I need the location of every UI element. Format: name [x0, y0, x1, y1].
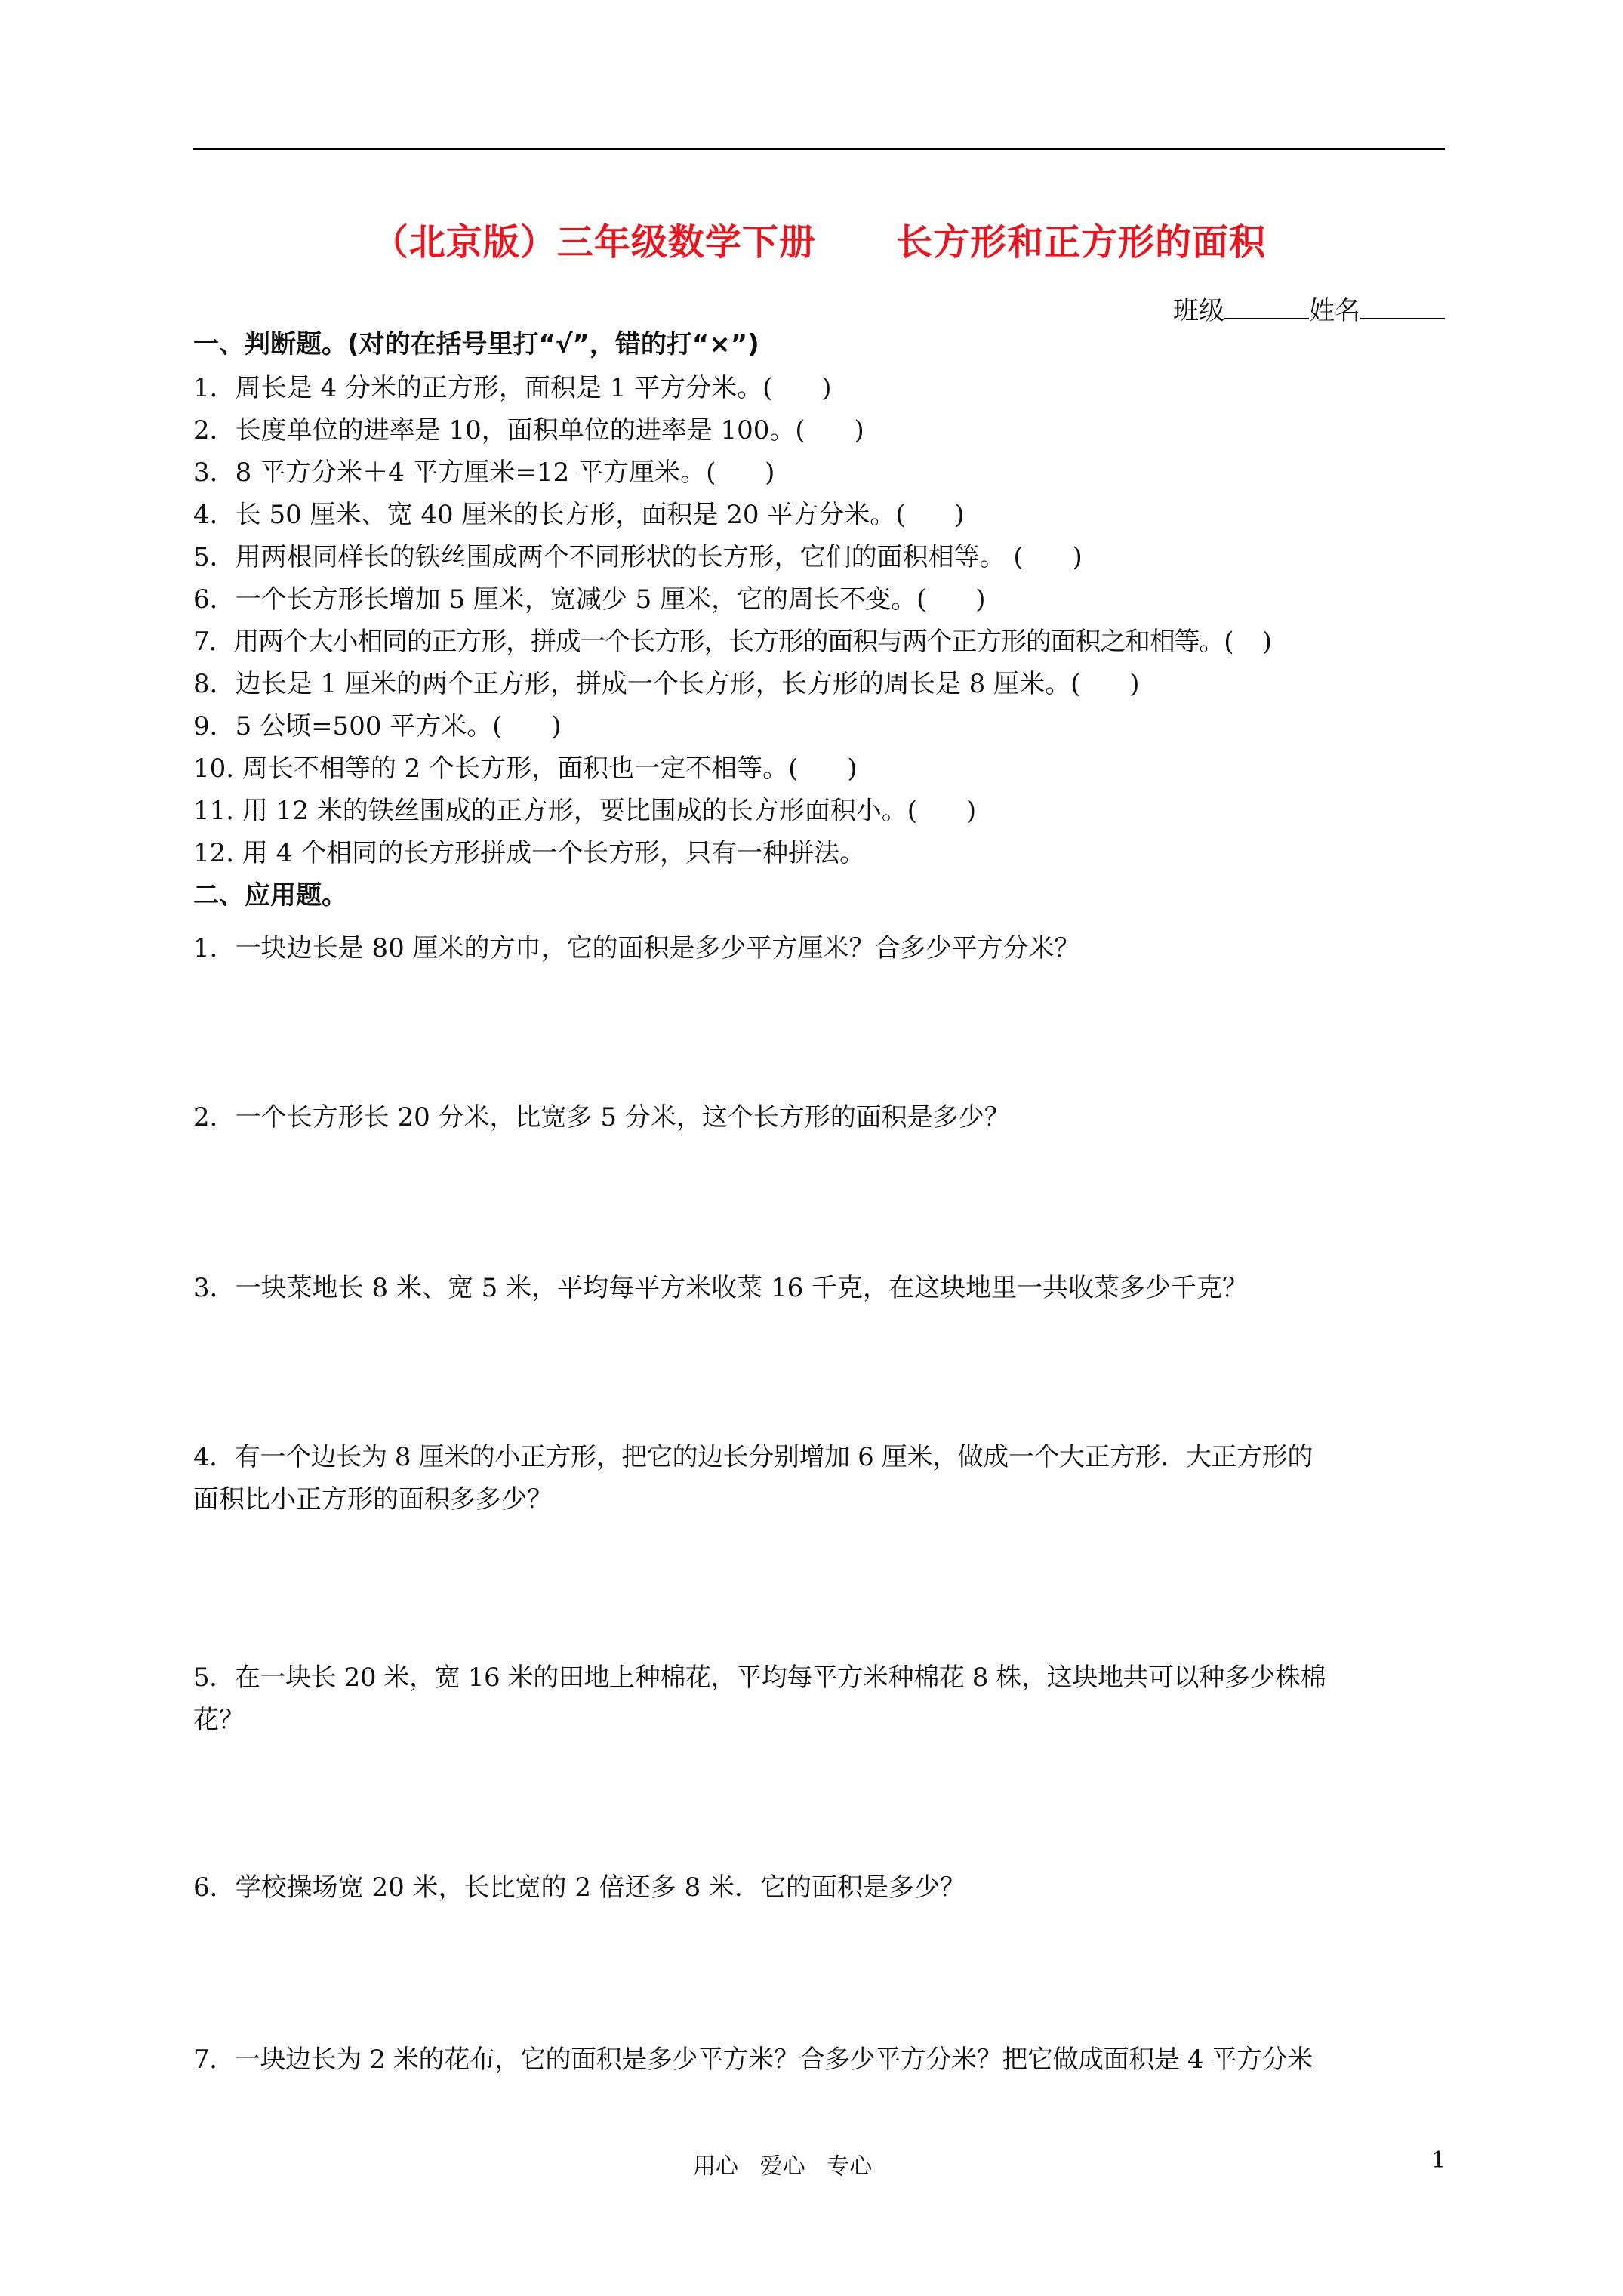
judge-item-7: 7．用两个大小相同的正方形，拼成一个长方形，长方形的面积与两个正方形的面积之和相等。( ): [193, 627, 1271, 657]
judge-item-9: 9．5 公顷=500 平方米。( ): [193, 711, 562, 741]
judge-item-2: 2．长度单位的进率是 10，面积单位的进率是 100。( ): [193, 415, 864, 445]
judge-item-10: 10. 周长不相等的 2 个长方形，面积也一定不相等。( ): [193, 754, 858, 784]
word-problem-1: 1．一块边长是 80 厘米的方巾，它的面积是多少平方厘米？合多少平方分米？: [193, 933, 1080, 963]
judge-item-4: 4．长 50 厘米、宽 40 厘米的长方形，面积是 20 平方分米。( ): [193, 500, 965, 530]
section-2-heading: 二、应用题。: [193, 880, 347, 911]
judge-item-8: 8．边长是 1 厘米的两个正方形，拼成一个长方形，长方形的周长是 8 厘米。( ): [193, 669, 1140, 699]
judge-item-1: 1．周长是 4 分米的正方形，面积是 1 平方分米。( ): [193, 373, 832, 403]
name-blank[interactable]: [1360, 295, 1445, 319]
judge-item-5: 5．用两根同样长的铁丝围成两个不同形状的长方形，它们的面积相等。 ( ): [193, 542, 1083, 572]
class-name-line: [1173, 290, 1445, 327]
word-problem-5-line-1: 5．在一块长 20 米，宽 16 米的田地上种棉花，平均每平方米种棉花 8 株，这块地共可以种多少株棉: [193, 1663, 1326, 1693]
word-problem-4-line-2: 面积比小正方形的面积多多少？: [193, 1484, 553, 1515]
section-1-heading: 一、判断题。(对的在括号里打“√”，错的打“×”): [193, 329, 759, 359]
class-blank[interactable]: [1224, 295, 1309, 319]
judge-item-12: 12. 用 4 个相同的长方形拼成一个长方形，只有一种拼法。: [193, 838, 866, 868]
class-label: 班级: [1173, 296, 1224, 326]
word-problem-4-line-1: 4．有一个边长为 8 厘米的小正方形，把它的边长分别增加 6 厘米，做成一个大正方形．大正方形的: [193, 1442, 1313, 1472]
word-problem-2: 2．一个长方形长 20 分米，比宽多 5 分米，这个长方形的面积是多少？: [193, 1102, 1010, 1133]
page-number: 1: [1431, 2147, 1446, 2174]
judge-item-11: 11. 用 12 米的铁丝围成的正方形，要比围成的长方形面积小。( ): [193, 796, 977, 826]
judge-item-6: 6．一个长方形长增加 5 厘米，宽减少 5 厘米，它的周长不变。( ): [193, 584, 986, 615]
page-title: （北京版）三年级数学下册 长方形和正方形的面积: [371, 221, 1267, 264]
word-problem-5-line-2: 花？: [193, 1705, 245, 1735]
word-problem-7: 7．一块边长为 2 米的花布，它的面积是多少平方米？合多少平方分米？把它做成面积是 4 平方分米: [193, 2045, 1313, 2075]
footer-motto: 用心 爱心 专心: [693, 2153, 873, 2180]
judge-item-3: 3．8 平方分米＋4 平方厘米=12 平方厘米。( ): [193, 458, 775, 488]
header-rule: [193, 148, 1445, 150]
name-label: 姓名: [1309, 296, 1360, 326]
word-problem-6: 6．学校操场宽 20 米，长比宽的 2 倍还多 8 米．它的面积是多少？: [193, 1872, 966, 1903]
word-problem-3: 3．一块菜地长 8 米、宽 5 米，平均每平方米收菜 16 千克，在这块地里一共收菜多少千克？: [193, 1273, 1249, 1303]
